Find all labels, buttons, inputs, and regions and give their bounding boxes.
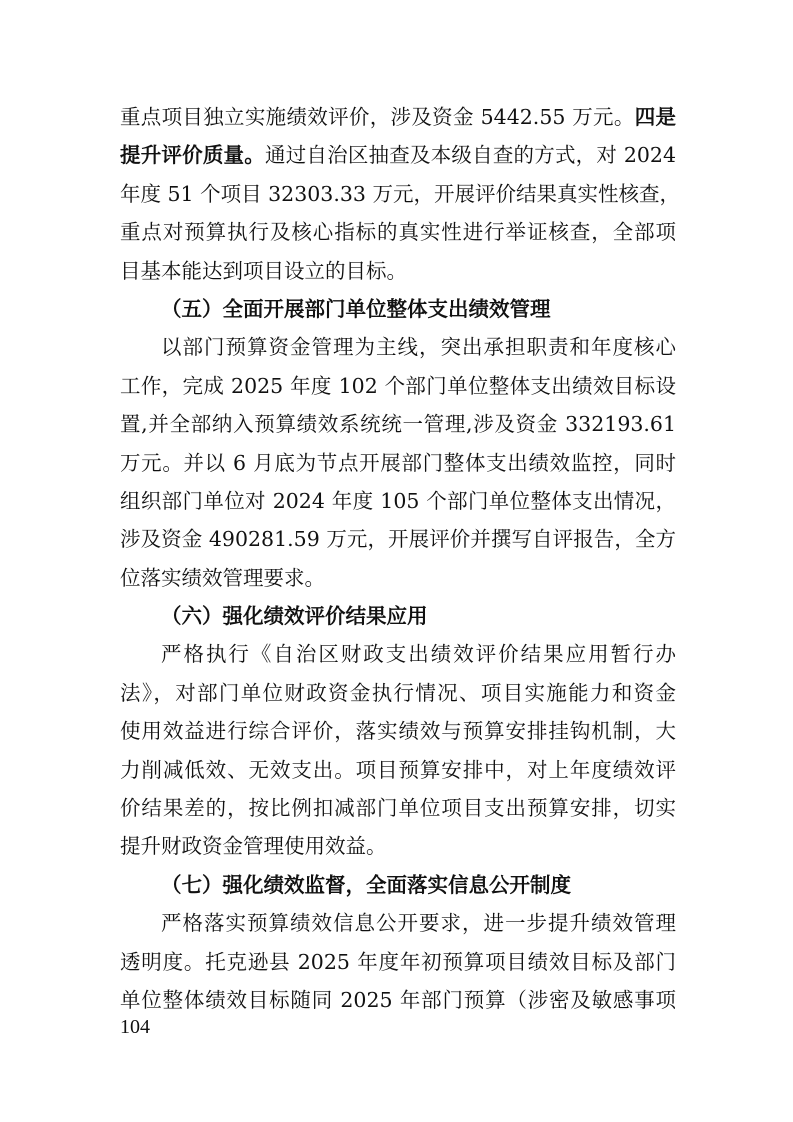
page-number: 104 xyxy=(120,1016,150,1038)
text-line: 目基本能达到项目设立的目标。 xyxy=(120,258,407,283)
text-line: 严格执行《自治区财政支出绩效评价结果应用暂行办 xyxy=(161,642,676,667)
text-line: 价结果差的，按比例扣减部门单位项目支出预算安排，切实 xyxy=(120,796,676,821)
text-line: 工作，完成 2025 年度 102 个部门单位整体支出绩效目标设 xyxy=(120,373,676,398)
text-line: 透明度。托克逊县 2025 年度年初预算项目绩效目标及部门 xyxy=(120,949,676,974)
text-line: 力削减低效、无效支出。项目预算安排中，对上年度绩效评 xyxy=(120,757,676,782)
section-heading: （六）强化绩效评价结果应用 xyxy=(161,604,428,629)
section-heading: （七）强化绩效监督，全面落实信息公开制度 xyxy=(161,872,571,897)
body-text xyxy=(120,98,680,1019)
text-line: 使用效益进行综合评价，落实绩效与预算安排挂钩机制，大 xyxy=(120,719,676,744)
text-line: 严格落实预算绩效信息公开要求，进一步提升绩效管理 xyxy=(161,911,676,936)
text-line: 涉及资金 490281.59 万元，开展评价并撰写自评报告，全方 xyxy=(120,527,676,552)
text-line xyxy=(120,98,676,136)
text-line: 重点对预算执行及核心指标的真实性进行举证核查，全部项 xyxy=(120,220,676,245)
text-line: 单位整体绩效目标随同 2025 年部门预算（涉密及敏感事项 xyxy=(120,987,676,1012)
text-line: 以部门预算资金管理为主线，突出承担职责和年度核心 xyxy=(161,335,676,360)
text-line: 年度 51 个项目 32303.33 万元，开展评价结果真实性核查， xyxy=(120,181,680,206)
text-line: 位落实绩效管理要求。 xyxy=(120,565,325,590)
text-line: 提升财政资金管理使用效益。 xyxy=(120,834,387,859)
text-span: 重点项目独立实施绩效评价，涉及资金 5442.55 万元。 xyxy=(120,105,635,129)
text-line: 万元。并以 6 月底为节点开展部门整体支出绩效监控，同时 xyxy=(120,450,676,475)
text-line xyxy=(120,136,676,174)
bold-lead: 提升评价质量。 xyxy=(120,143,265,168)
text-span: 通过自治区抽查及本级自查的方式，对 2024 xyxy=(265,143,677,168)
section-heading: （五）全面开展部门单位整体支出绩效管理 xyxy=(161,296,551,321)
bold-lead: 四是 xyxy=(634,105,676,129)
text-line: 组织部门单位对 2024 年度 105 个部门单位整体支出情况， xyxy=(120,488,676,513)
text-line: 置,并全部纳入预算绩效系统统一管理,涉及资金 332193.61 xyxy=(120,412,676,437)
text-line: 法》，对部门单位财政资金执行情况、项目实施能力和资金 xyxy=(120,680,676,705)
